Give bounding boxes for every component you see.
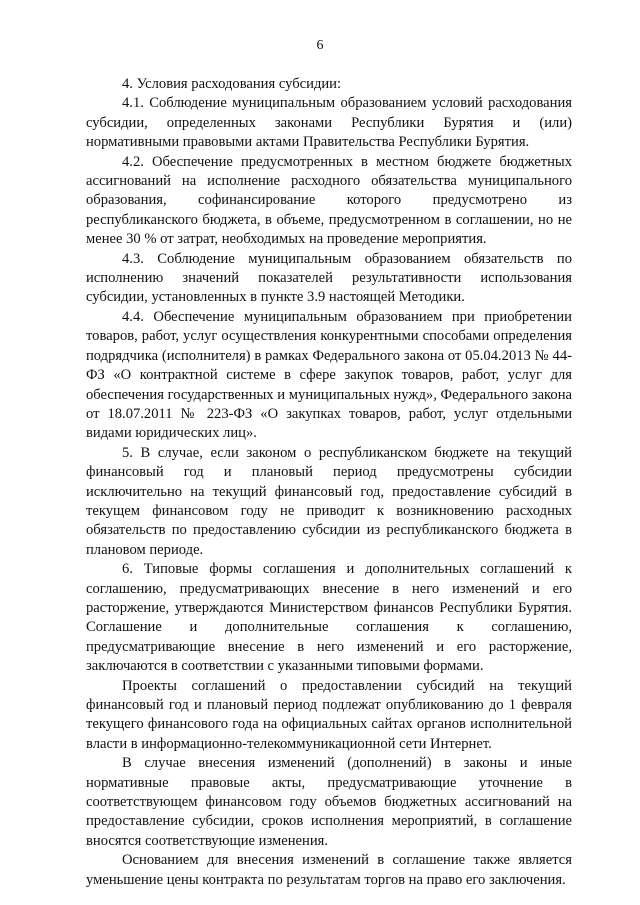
paragraph-6: 6. Типовые формы соглашения и дополнительных соглашений к соглашению, предусматривающих внесение в него изменений и его расторжение, утверждаются Министерством финансов Республики Бурятия. Соглашение и дополнительные соглашения к соглашению, предусматривающие внесение в него изменений и его расторжение, заключаются в соответствии с указанными типовыми формами.: [86, 561, 572, 675]
paragraph-amendments: В случае внесения изменений (дополнений) в законы и иные нормативные правовые акты, предусматривающие уточнение в соответствующем финансовом году объемов бюджетных ассигнований на предоставление субсидии, сроков исполнения мероприятий, в соглашение вносятся соответствующие изменения.: [86, 755, 572, 849]
paragraph-draft-agreements: Проекты соглашений о предоставлении субсидий на текущий финансовый год и плановый период подлежат опубликованию до 1 февраля текущего финансового года на официальных сайтах органов исполнительной власти в информационно-телекоммуникационной сети Интернет.: [86, 677, 572, 752]
paragraph-conditions-heading: 4. Условия расходования субсидии:: [122, 76, 342, 92]
paragraph-4-4: 4.4. Обеспечение муниципальным образованием при приобретении товаров, работ, услуг осуществления конкурентными способами определения подрядчика (исполнителя) в рамках Федерального закона от 05.04.2013 № 44-ФЗ «О контрактной системе в сфере закупок товаров, работ, услуг для обеспечения государственных и муниципальных нужд», Федерального закона от 18.07.2011 № 223-ФЗ «О закупках товаров, работ, услуг отдельными видами юридических лиц».: [86, 308, 572, 442]
paragraph-4-3: 4.3. Соблюдение муниципальным образованием обязательств по исполнению значений показателей результативности использования субсидии, установленных в пункте 3.9 настоящей Методики.: [86, 250, 572, 306]
paragraph-4-2: 4.2. Обеспечение предусмотренных в местном бюджете бюджетных ассигнований на исполнение расходного обязательства муниципального образования, софинансирование которого предусмотрено из республиканского бюджета, в объеме, предусмотренном в соглашении, но не менее 30 % от затрат, необходимых на проведение мероприятия.: [86, 153, 572, 248]
paragraph-4-1: 4.1. Соблюдение муниципальным образованием условий расходования субсидии, определенных законами Республики Бурятия и (или) нормативными правовыми актами Правительства Республики Бурятия.: [86, 95, 572, 151]
document-body: [86, 75, 572, 890]
paragraph-contract-price: Основанием для внесения изменений в соглашение также является уменьшение цены контракта по результатам торгов на право его заключения.: [86, 852, 572, 888]
page-number: 6: [316, 38, 324, 53]
paragraph-5: 5. В случае, если законом о республиканском бюджете на текущий финансовый год и плановый период предусмотрены субсидии исключительно на текущий финансовый год, предоставление субсидий в текущем финансовом году не приводит к возникновению расходных обязательств по предоставлению субсидии из республиканского бюджета в плановом периоде.: [86, 444, 572, 558]
